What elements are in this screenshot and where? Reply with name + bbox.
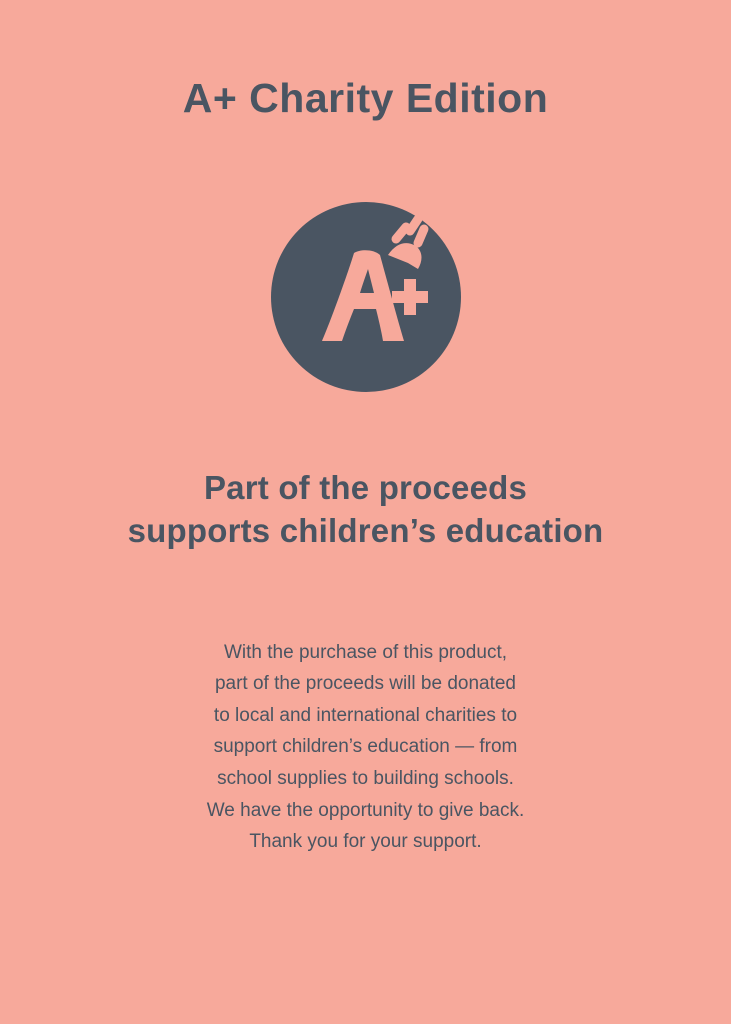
body-copy [207, 637, 525, 858]
a-plus-hand-logo [268, 199, 464, 395]
body-line: We have the opportunity to give back. [206, 799, 525, 821]
body-line: to local and international charities to [213, 704, 518, 726]
body-line: support children’s education — from [213, 736, 518, 758]
body-line: With the purchase of this product, [223, 641, 508, 663]
page-title: A+ Charity Edition [182, 75, 549, 121]
headline-line: Part of the proceeds [203, 469, 528, 507]
headline [128, 467, 604, 553]
body-line: school supplies to building schools. [217, 768, 514, 789]
body-line: Thank you for your support. [249, 831, 482, 853]
body-line: part of the proceeds will be donated [214, 673, 516, 695]
headline-line: supports children’s education [127, 511, 604, 549]
